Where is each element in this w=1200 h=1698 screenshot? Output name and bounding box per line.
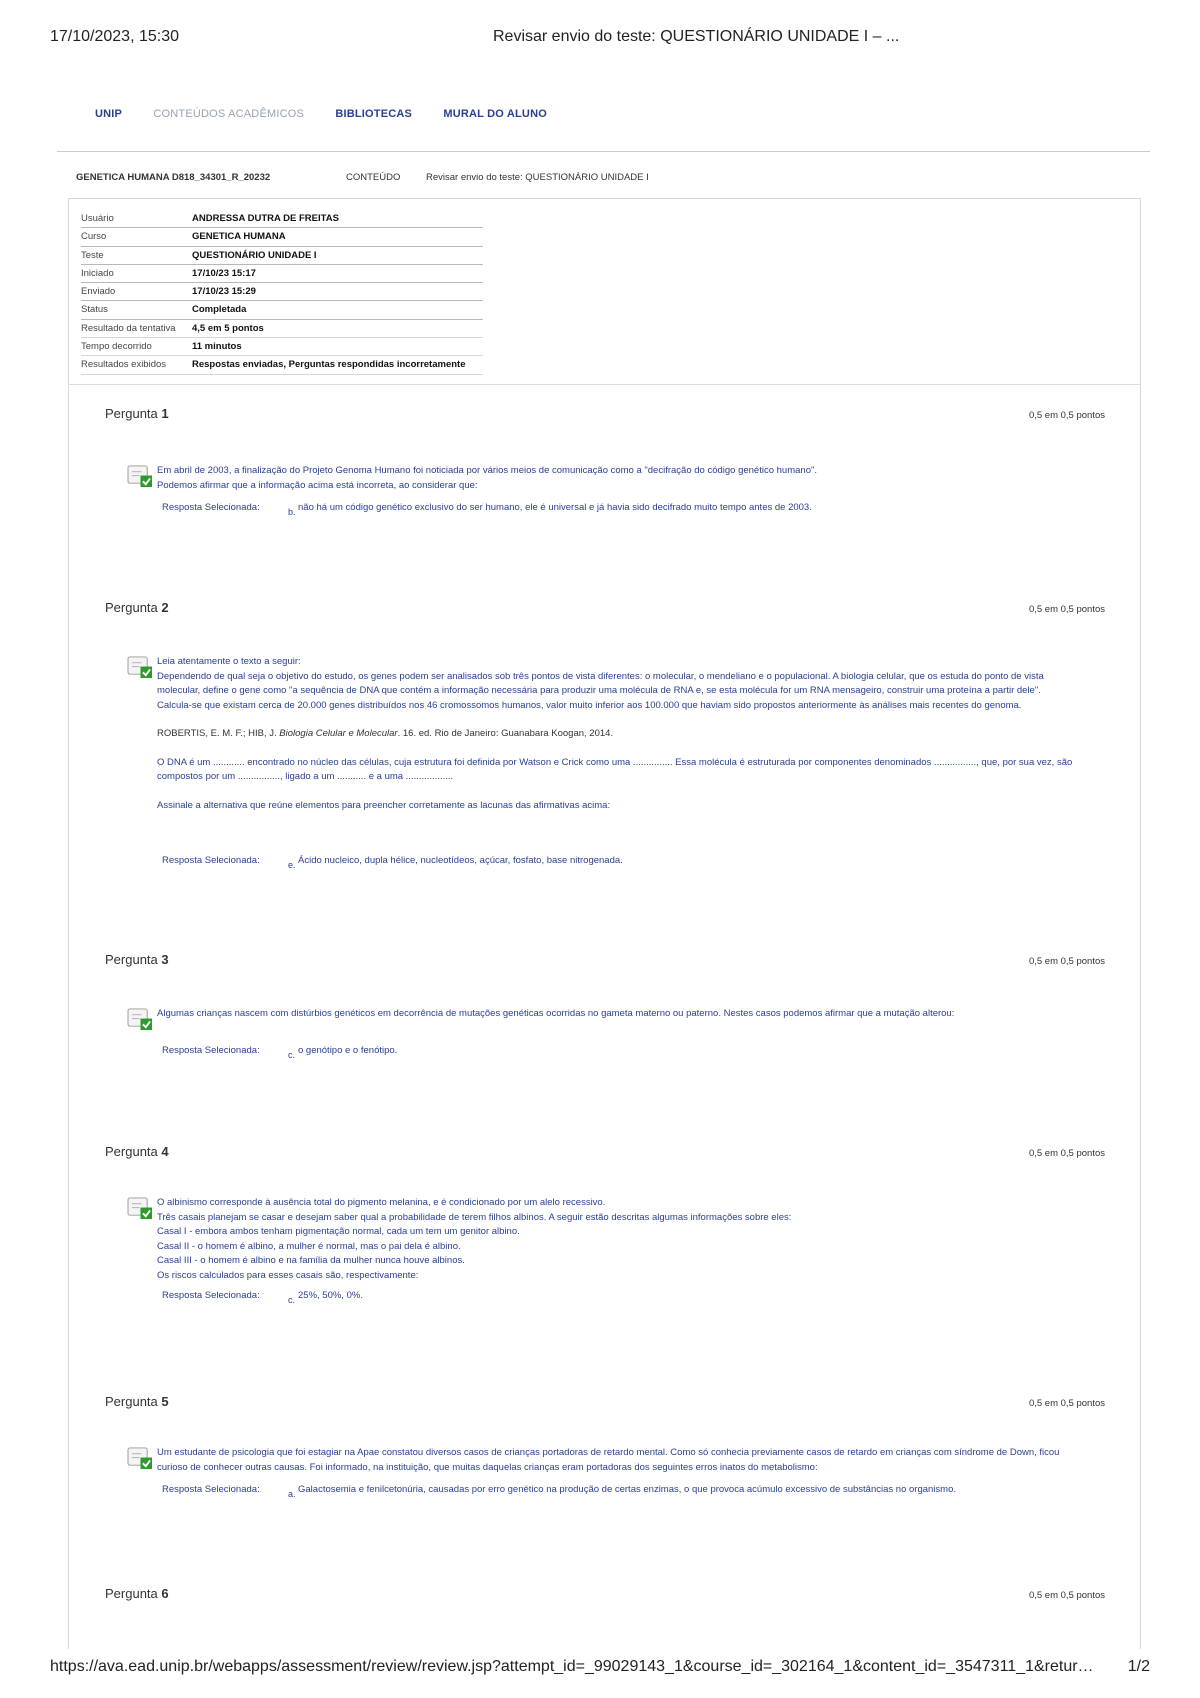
selected-answer-label: Resposta Selecionada: <box>162 1290 260 1301</box>
nav-mural-do-aluno[interactable]: MURAL DO ALUNO <box>443 108 547 120</box>
summary-value: Completada <box>192 304 247 316</box>
summary-label: Tempo decorrido <box>81 341 152 353</box>
question-label: Pergunta <box>105 600 158 615</box>
question-gap-text: O DNA é um ............ encontrado no núcleo das células, cuja estrutura foi definida por Watson e Crick como uma ............... Essa molécula é estruturada por componentes denominados ................, que, por sua vez, são compostos por um ................, ligado a um ........... e a uma .................. <box>157 756 1073 782</box>
answer-text: 25%, 50%, 0%. <box>298 1290 363 1301</box>
summary-row-resultado <box>81 320 483 338</box>
summary-value: 4,5 em 5 pontos <box>192 322 264 334</box>
question-number: 1 <box>161 406 169 421</box>
question-score: 0,5 em 0,5 pontos <box>1028 956 1105 967</box>
question-text-line: Casal II - o homem é albino, a mulher é normal, mas o pai dela é albino. <box>157 1240 461 1252</box>
selected-answer-label: Resposta Selecionada: <box>162 1484 260 1495</box>
answer-text: o genótipo e o fenótipo. <box>298 1045 398 1056</box>
correct-answer-icon <box>127 1446 153 1470</box>
question-text <box>157 1446 1087 1475</box>
summary-value: GENETICA HUMANA <box>192 231 286 243</box>
summary-divider <box>68 384 1140 385</box>
question-number: 4 <box>161 1144 169 1159</box>
attempt-summary-table <box>81 210 483 375</box>
question-label: Pergunta <box>105 952 158 967</box>
summary-label: Teste <box>81 249 104 261</box>
content-frame <box>68 198 1141 1649</box>
question-text <box>157 1007 1087 1022</box>
summary-label: Usuário <box>81 213 114 224</box>
question-text-line: Algumas crianças nascem com distúrbios genéticos em decorrência de mutações genéticas ocorridas no gameta materno ou paterno. Nestes casos podemos afirmar que a mutação alterou: <box>157 1008 955 1019</box>
selected-answer <box>162 855 623 870</box>
question-score: 0,5 em 0,5 pontos <box>1028 410 1105 421</box>
nav-bibliotecas[interactable]: BIBLIOTECAS <box>335 108 413 120</box>
question-score: 0,5 em 0,5 pontos <box>1028 604 1105 615</box>
breadcrumb-current: Revisar envio do teste: QUESTIONÁRIO UNIDADE I <box>426 172 649 183</box>
summary-row-resultados-exibidos <box>81 356 483 374</box>
print-page-title: Revisar envio do teste: QUESTIONÁRIO UNIDADE I – ... <box>493 28 900 45</box>
question-number: 2 <box>161 600 169 615</box>
nav-conteudos-academicos[interactable]: CONTEÚDOS ACADÊMICOS <box>153 108 305 120</box>
question-label: Pergunta <box>105 1394 158 1409</box>
answer-letter: a. <box>288 1489 296 1499</box>
nav-unip[interactable]: UNIP <box>95 108 123 120</box>
summary-value: 17/10/23 15:29 <box>192 286 256 298</box>
summary-value: ANDRESSA DUTRA DE FREITAS <box>192 213 339 224</box>
question-text <box>157 464 1087 493</box>
correct-answer-icon <box>127 1196 153 1220</box>
summary-label: Curso <box>81 231 107 243</box>
selected-answer <box>162 1484 956 1499</box>
selected-answer-label: Resposta Selecionada: <box>162 1045 260 1056</box>
top-navigation <box>95 108 575 120</box>
question-reference <box>157 727 1087 742</box>
summary-label: Resultado da tentativa <box>81 322 176 334</box>
question-label: Pergunta <box>105 1586 158 1601</box>
question-text-line: Em abril de 2003, a finalização do Projeto Genoma Humano foi noticiada por vários meios de comunicação como a "decifração do código genético humano". <box>157 465 817 476</box>
question-text-line: Os riscos calculados para esses casais são, respectivamente: <box>157 1269 419 1281</box>
summary-label: Status <box>81 304 108 316</box>
answer-letter: c. <box>288 1295 296 1305</box>
answer-text: Ácido nucleico, dupla hélice, nucleotídeos, açúcar, fosfato, base nitrogenada. <box>298 855 623 866</box>
answer-text: não há um código genético exclusivo do ser humano, ele é universal e já havia sido decifrado muito tempo antes de 2003. <box>298 502 812 513</box>
print-datetime: 17/10/2023, 15:30 <box>50 28 180 45</box>
question-text-line: Dependendo de qual seja o objetivo do estudo, os genes podem ser analisados sob três pontos de vista diferentes: o molecular, o mendeliano e o populacional. A biologia celular, que os estuda do ponto de vista molecular, define o gene como "a sequência de DNA que contém a informação necessária para produzir uma molécula de RNA e, se esta molécula for um RNA mensageiro, construir uma proteína a partir dele". <box>157 670 1044 696</box>
answer-letter: c. <box>288 1050 296 1060</box>
answer-letter: b. <box>288 507 296 517</box>
breadcrumb <box>76 172 649 183</box>
question-score: 0,5 em 0,5 pontos <box>1028 1398 1105 1409</box>
question-text-line: Três casais planejam se casar e desejam saber qual a probabilidade de terem filhos albinos. A seguir estão descritas algumas informações sobre eles: <box>157 1211 792 1223</box>
question-text-line: O albinismo corresponde à ausência total do pigmento melanina, e é condicionado por um alelo recessivo. <box>157 1197 606 1208</box>
summary-label: Resultados exibidos <box>81 359 167 371</box>
question-instruction: Assinale a alternativa que reúne elementos para preencher corretamente as lacunas das afirmativas acima: <box>157 799 611 811</box>
selected-answer <box>162 1045 398 1060</box>
summary-value: 11 minutos <box>192 341 242 353</box>
summary-label: Enviado <box>81 286 116 298</box>
question-score: 0,5 em 0,5 pontos <box>1028 1148 1105 1159</box>
question-label: Pergunta <box>105 406 158 421</box>
selected-answer-label: Resposta Selecionada: <box>162 502 260 513</box>
question-text-line: Calcula-se que existam cerca de 20.000 genes distribuídos nos 46 cromossomos humanos, valor muito inferior aos 100.000 que haviam sido propostos anteriormente às análises mais recentes do genoma. <box>157 699 1022 711</box>
summary-row-enviado <box>81 283 483 301</box>
answer-text: Galactosemia e fenilcetonúria, causadas por erro genético na produção de certas enzimas, o que provoca acúmulo excessivo de substâncias no organismo. <box>298 1484 956 1495</box>
reference-title: Biologia Celular e Molecular <box>279 728 398 739</box>
breadcrumb-course[interactable]: GENETICA HUMANA D818_34301_R_20232 <box>76 172 271 183</box>
question-text-line: Casal III - o homem é albino e na família da mulher nunca houve albinos. <box>157 1255 465 1266</box>
question-text-line: Leia atentamente o texto a seguir: <box>157 656 301 667</box>
question-number: 6 <box>161 1586 169 1601</box>
summary-label: Iniciado <box>81 267 114 279</box>
summary-row-status <box>81 301 483 319</box>
answer-letter: e. <box>288 860 296 870</box>
question-text-line: Casal I - embora ambos tenham pigmentação normal, cada um tem um genitor albino. <box>157 1226 520 1237</box>
question-score: 0,5 em 0,5 pontos <box>1028 1590 1105 1601</box>
breadcrumb-content[interactable]: CONTEÚDO <box>346 172 401 183</box>
print-url: https://ava.ead.unip.br/webapps/assessment/review/review.jsp?attempt_id=_99029143_1&course_id=_302164_1&content_id=_3547311_1&retur… <box>50 1658 1094 1675</box>
question-number: 3 <box>161 952 169 967</box>
selected-answer <box>162 502 812 517</box>
question-label: Pergunta <box>105 1144 158 1159</box>
print-header <box>50 28 1150 50</box>
correct-answer-icon <box>127 464 153 488</box>
summary-row-usuario <box>81 210 483 228</box>
summary-row-tempo <box>81 338 483 356</box>
selected-answer <box>162 1290 363 1305</box>
summary-value: QUESTIONÁRIO UNIDADE I <box>192 249 317 261</box>
print-page-number: 1/2 <box>1127 1658 1150 1675</box>
question-text <box>157 655 1087 813</box>
summary-value: 17/10/23 15:17 <box>192 267 256 279</box>
reference-authors: ROBERTIS, E. M. F.; HIB, J. <box>157 728 277 739</box>
summary-row-iniciado <box>81 265 483 283</box>
nav-divider <box>57 151 1150 152</box>
reference-details: . 16. ed. Rio de Janeiro: Guanabara Koogan, 2014. <box>397 728 614 739</box>
summary-row-curso <box>81 228 483 246</box>
selected-answer-label: Resposta Selecionada: <box>162 855 260 866</box>
question-text-line: Podemos afirmar que a informação acima está incorreta, ao considerar que: <box>157 479 478 491</box>
summary-value: Respostas enviadas, Perguntas respondidas incorretamente <box>192 359 466 371</box>
correct-answer-icon <box>127 655 153 679</box>
correct-answer-icon <box>127 1007 153 1031</box>
question-text <box>157 1196 1087 1283</box>
question-text-line: Um estudante de psicologia que foi estagiar na Apae constatou diversos casos de crianças portadoras de retardo mental. Como só conhecia previamente casos de retardo em crianças com síndrome de Down, ficou curioso de conhecer outras causas. Foi informado, na instituição, que muitas daquelas crianças eram portadoras dos seguintes erros inatos do metabolismo: <box>157 1447 1060 1473</box>
summary-row-teste <box>81 247 483 265</box>
question-number: 5 <box>161 1394 169 1409</box>
